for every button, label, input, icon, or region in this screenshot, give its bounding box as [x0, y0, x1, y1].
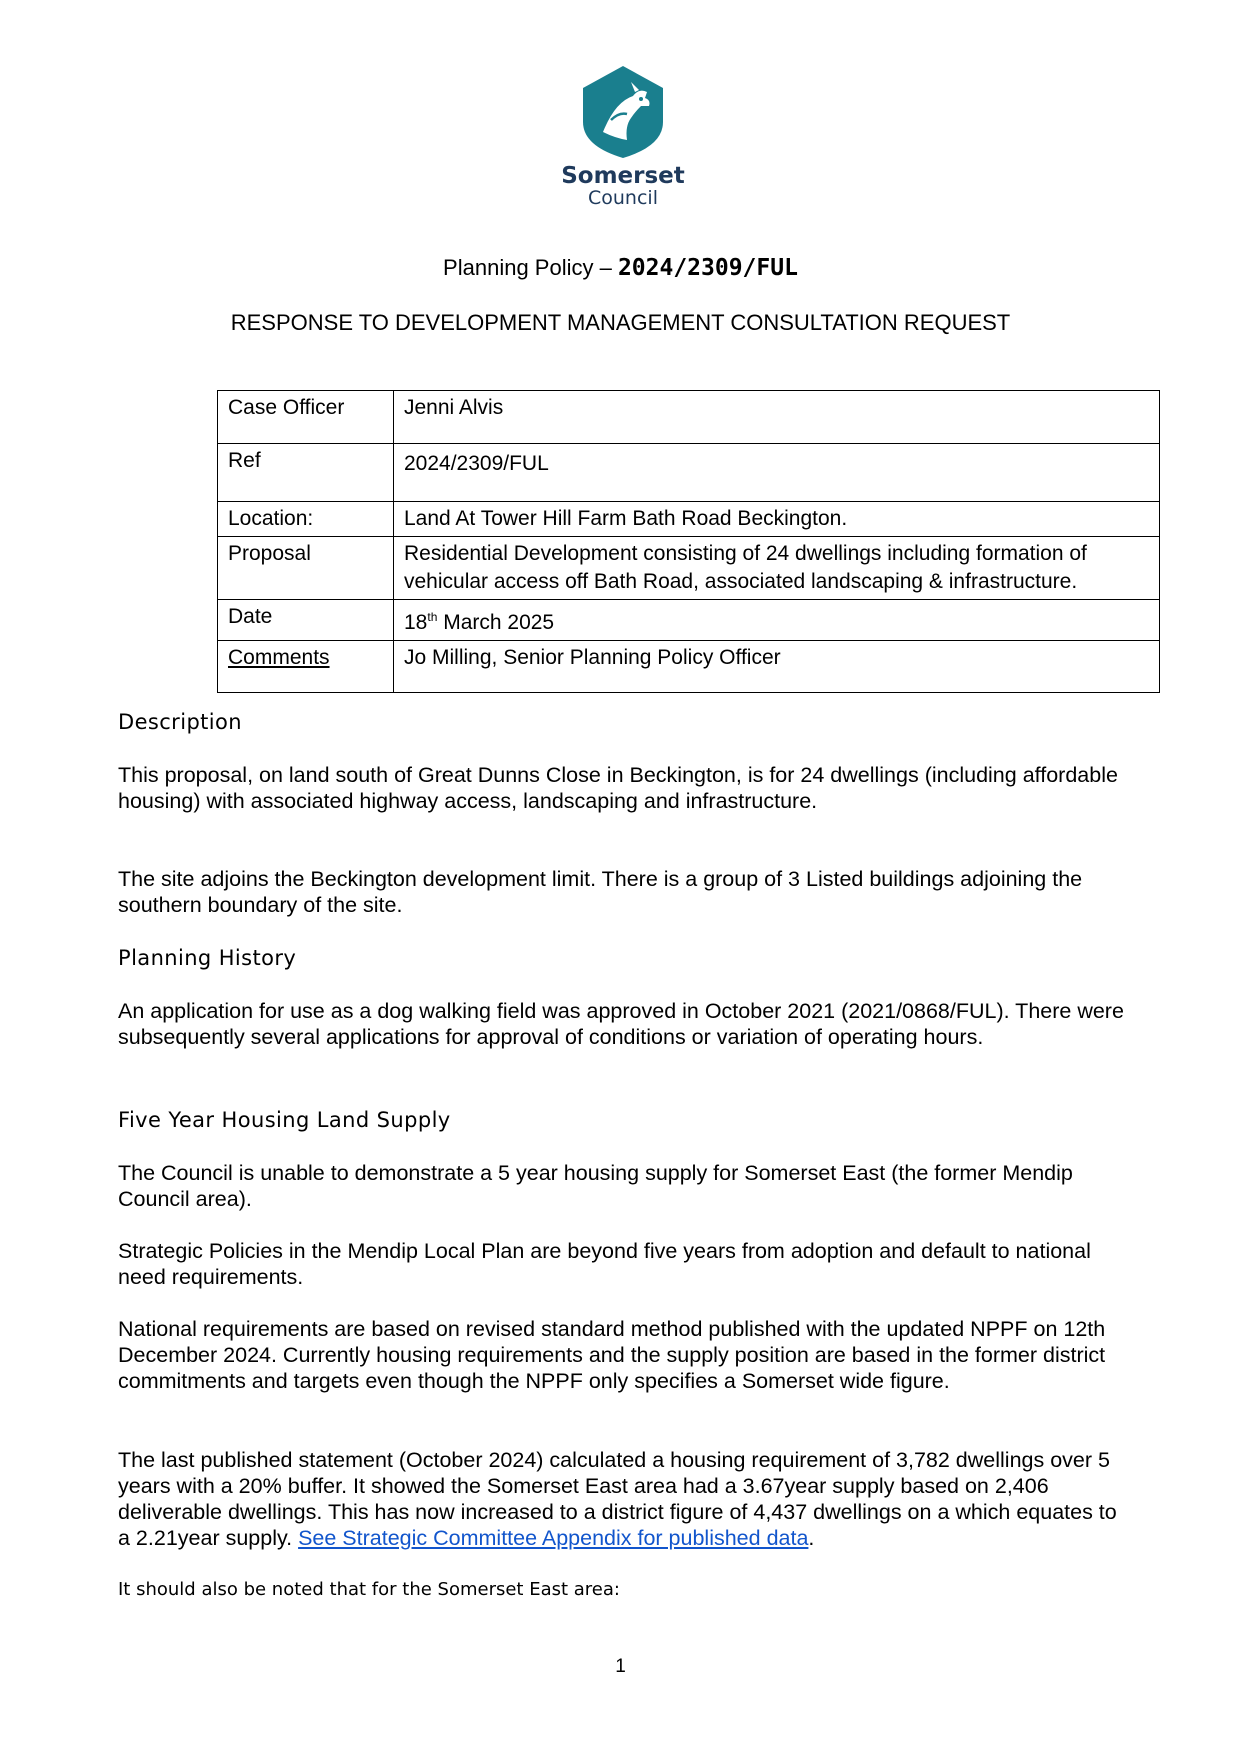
strategic-committee-appendix-link[interactable]: See Strategic Committee Appendix for published data	[298, 1526, 809, 1550]
ref-label: Ref	[218, 444, 394, 502]
logo-text-somerset: Somerset	[561, 163, 685, 189]
page-title	[0, 255, 1241, 281]
title-ref: 2024/2309/FUL	[617, 255, 798, 281]
ref-value: 2024/2309/FUL	[394, 444, 1160, 502]
date-value	[394, 600, 1160, 641]
housing-supply-paragraph-4	[118, 1447, 1128, 1551]
dragon-icon	[575, 62, 671, 160]
date-suffix: th	[427, 610, 438, 624]
page-number: 1	[615, 1656, 626, 1677]
location-value: Land At Tower Hill Farm Bath Road Beckington.	[394, 502, 1160, 537]
description-paragraph-2: The site adjoins the Beckington development limit. There is a group of 3 Listed buildings adjoining the southern boundary of the site.	[118, 867, 1083, 917]
description-heading: Description	[118, 710, 243, 734]
planning-history-paragraph: An application for use as a dog walking field was approved in October 2021 (2021/0868/FUL). There were subsequently several applications for approval of conditions or variation of operating hours.	[118, 999, 1124, 1049]
logo-text-council: Council	[588, 187, 658, 209]
housing-supply-heading: Five Year Housing Land Supply	[118, 1108, 451, 1132]
table-row	[218, 641, 1160, 693]
table-row	[218, 391, 1160, 444]
housing-supply-paragraph-2: Strategic Policies in the Mendip Local Plan are beyond five years from adoption and default to national need requirements.	[118, 1239, 1091, 1289]
case-officer-label: Case Officer	[218, 391, 394, 444]
proposal-value: Residential Development consisting of 24 dwellings including formation of vehicular access off Bath Road, associated landscaping & infrastructure.	[394, 537, 1160, 600]
housing-supply-paragraph-4-text: The last published statement (October 2024) calculated a housing requirement of 3,782 dwellings over 5 years with a 20% buffer. It showed the Somerset East area had a 3.67year supply based on 2,406 deliverable dwellings. This has now increased to a district figure of 4,437 dwellings on a which equates to a 2.21year supply.	[118, 1448, 1117, 1550]
date-day: 18	[404, 611, 428, 634]
housing-supply-paragraph-1: The Council is unable to demonstrate a 5 year housing supply for Somerset East (the former Mendip Council area).	[118, 1161, 1073, 1211]
description-paragraph-1: This proposal, on land south of Great Dunns Close in Beckington, is for 24 dwellings (including affordable housing) with associated highway access, landscaping and infrastructure.	[118, 763, 1118, 813]
title-prefix: Planning Policy –	[443, 255, 618, 280]
table-row	[218, 502, 1160, 537]
table-row	[218, 537, 1160, 600]
table-row	[218, 600, 1160, 641]
location-label: Location:	[218, 502, 394, 537]
housing-supply-paragraph-4-end: .	[808, 1526, 815, 1550]
date-rest: March 2025	[437, 611, 555, 634]
note-text: It should also be noted that for the Somerset East area:	[118, 1579, 620, 1600]
case-info-table	[217, 390, 1160, 693]
table-row	[218, 444, 1160, 502]
date-label: Date	[218, 600, 394, 641]
comments-label: Comments	[218, 641, 394, 693]
housing-supply-paragraph-3: National requirements are based on revised standard method published with the updated NPPF on 12th December 2024. Currently housing requirements and the supply position are based in the former district commitments and targets even though the NPPF only specifies a Somerset wide figure.	[118, 1317, 1106, 1393]
proposal-label: Proposal	[218, 537, 394, 600]
page-subtitle: RESPONSE TO DEVELOPMENT MANAGEMENT CONSULTATION REQUEST	[230, 310, 1011, 335]
somerset-council-logo	[553, 62, 693, 224]
comments-value: Jo Milling, Senior Planning Policy Officer	[394, 641, 1160, 693]
case-officer-value: Jenni Alvis	[394, 391, 1160, 444]
planning-history-heading: Planning History	[118, 946, 297, 970]
